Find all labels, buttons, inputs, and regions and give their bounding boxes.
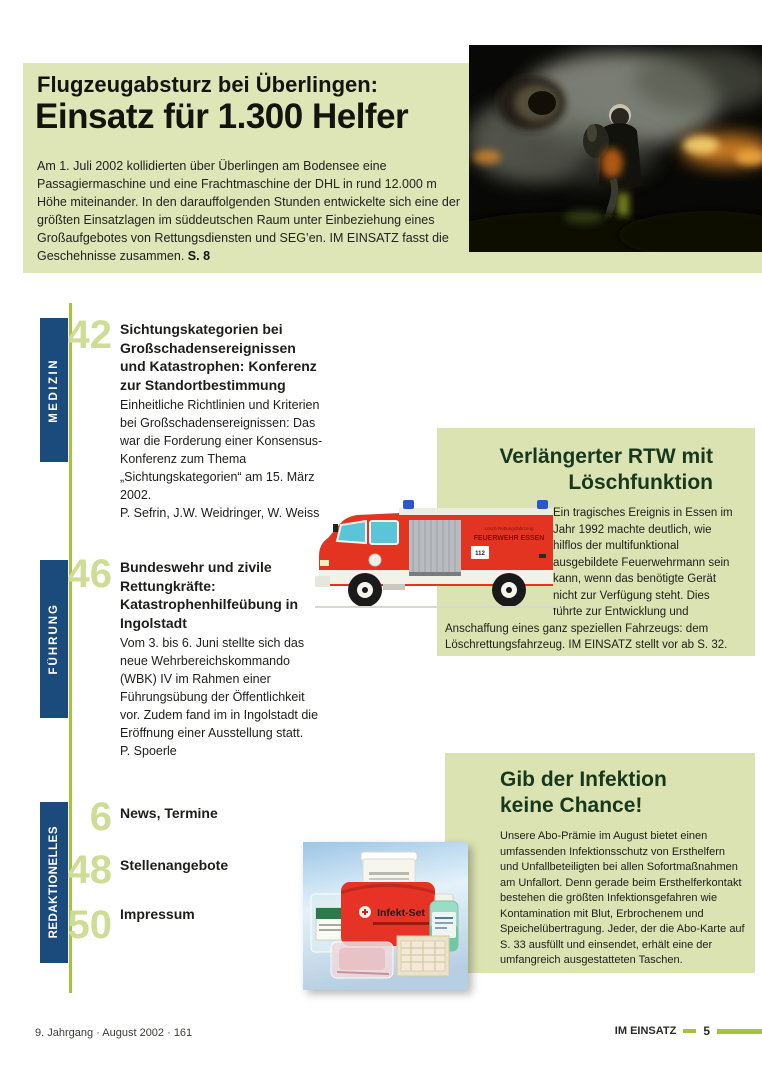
toc-entry-news: News, Termine <box>120 805 218 821</box>
front-wheel <box>348 573 382 607</box>
beacon-rear <box>537 500 548 509</box>
toc-entry-text: Einheitliche Richtlinien und Kriterien bei Großschadensereignissen: Das war die Forderung einer Konsensus-Konferenz zum Thema „Sichtungskategorien“ am 15. März 2002. <box>120 398 323 502</box>
header-intro <box>37 157 469 265</box>
teaser-infektion-title: Gib der Infektion keine Chance! <box>500 768 667 817</box>
toc-entry-jobs: Stellenangebote <box>120 857 229 873</box>
page-number-42: 42 <box>67 313 112 357</box>
teaser-rtw-text-content: Ein tragisches Ereignis in Essen im Jahr 1992 machte deutlich, wie hilflos der multifunktional ausgebildete Feuerwehrmann sein kann, wenn das benötigte Gerät nicht zur Verfügung steht. Dies führte zur Entwicklung und Anschaffung eines ganz speziellen Fahrzeugs: dem Löschrettungsfahrzeug. IM EINSATZ stellt vor ab S. 32. <box>445 507 733 651</box>
beacon-front <box>403 500 414 509</box>
svg-text:Lösch-Rettungsfahrzeug: Lösch-Rettungsfahrzeug <box>484 526 534 531</box>
rear-wheel <box>492 573 526 607</box>
teaser-infektion-box <box>445 753 755 973</box>
footer-issue-info: 9. Jahrgang · August 2002 · 161 <box>35 1027 193 1039</box>
footer-right-group <box>615 1024 762 1038</box>
toc-entry-text: Vom 3. bis 6. Juni stellte sich das neue Wehrbereichskommando (WBK) IV im Rahmen einer Führungsübung der Öffentlichkeit vor. Zudem fand im in Ingolstadt die Eröffnung einer Ausstellung statt. <box>120 636 319 740</box>
toc-entry-authors: P. Spoerle <box>120 744 177 758</box>
svg-text:112: 112 <box>475 551 485 557</box>
section-label-redaktionelles: REDAKTIONELLES <box>48 826 60 939</box>
header-page-ref: S. 8 <box>187 249 211 263</box>
footer-dash-accent <box>683 1029 696 1033</box>
page-number-6: 6 <box>89 795 112 839</box>
infekt-set-photo <box>303 842 468 990</box>
page-number-46: 46 <box>67 552 112 596</box>
page-number-48: 48 <box>67 848 112 892</box>
section-label-fuehrung: FÜHRUNG <box>48 603 60 675</box>
teaser-rtw-title: Verlängerter RTW mit Löschfunktion <box>499 445 713 494</box>
fire-truck-illustration <box>313 494 561 614</box>
page-number-50: 50 <box>67 903 112 947</box>
crash-night-photo <box>469 45 762 252</box>
toc-entry-fuehrung <box>120 558 325 760</box>
footer-brand: IM EINSATZ <box>614 1025 677 1037</box>
header-kicker: Flugzeugabsturz bei Überlingen: <box>37 72 379 97</box>
footer-bar-accent <box>717 1029 762 1034</box>
svg-text:FEUERWEHR ESSEN: FEUERWEHR ESSEN <box>473 535 545 542</box>
toc-entry-title: Bundeswehr und zivile Rettungkräfte: Katastrophenhilfeübung in Ingolstadt <box>120 559 299 631</box>
page-title: Einsatz für 1.300 Helfer <box>35 97 409 136</box>
svg-text:Infekt-Set: Infekt-Set <box>377 907 425 919</box>
toc-entry-imprint: Impressum <box>120 906 195 922</box>
toc-entry-authors: P. Sefrin, J.W. Weidringer, W. Weiss <box>120 506 320 520</box>
header-intro-text: Am 1. Juli 2002 kollidierten über Überlingen am Bodensee eine Passagiermaschine und eine Frachtmaschine der DHL in rund 12.000 m Höhe miteinander. In den darauffolgenden Stunden entwickelte sich eine der größten Einsatzlagen im süddeutschen Raum unter Einbeziehung eines Großaufgebotes von Rettungsdiensten und SEG’en. IM EINSATZ fasst die Geschehnisse zusammen. <box>37 159 460 263</box>
toc-entry-medizin <box>120 320 325 522</box>
toc-entry-title: Sichtungskategorien bei Großschadensereignissen und Katastrophen: Konferenz zur Standortbestimmung <box>120 321 317 393</box>
footer-page-number: 5 <box>703 1024 710 1038</box>
section-label-medizin: MEDIZIN <box>48 357 60 423</box>
teaser-infektion-text: Unsere Abo-Prämie im August bietet einen umfassenden Infektionsschutz von Ersthelfern und Unfallbeteiligten bei allen Sofortmaßnahmen am Unfallort. Denn gerade beim Ersthelferkontakt bestehen die größten Infektionsgefahren wie Kontamination mit Blut, Erbrochenem und Speichelübertragung. Jeder, der die Abo-Karte auf S. 33 ausfüllt und einsendet, erhält eine der umfangreich ausgestatteten Taschen. <box>500 830 745 966</box>
